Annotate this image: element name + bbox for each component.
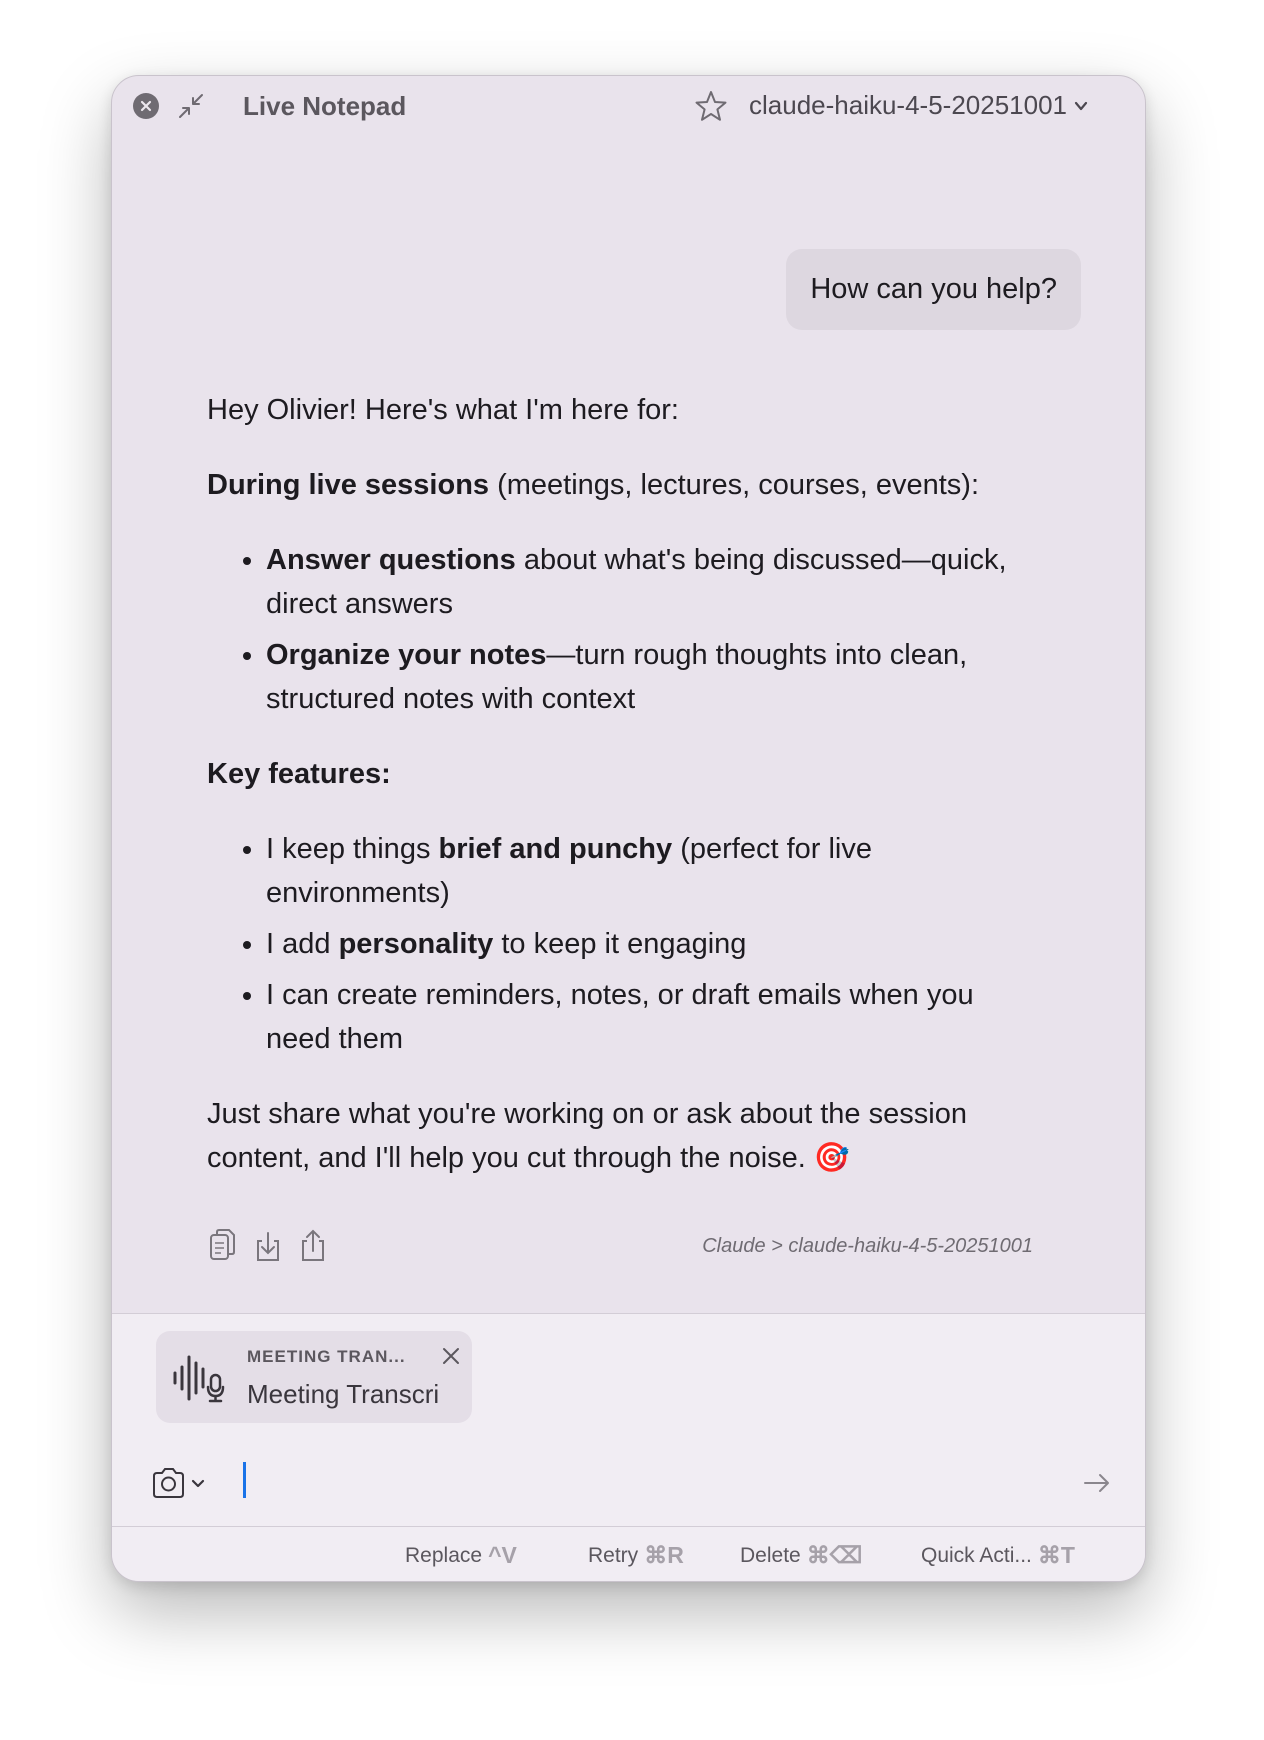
attachment-label: MEETING TRAN... [247, 1347, 406, 1366]
close-icon [139, 99, 153, 113]
user-message: How can you help? [786, 249, 1081, 330]
composer-panel [112, 1313, 1145, 1582]
list-item: • I add personality to keep it engaging [266, 922, 1027, 966]
section-heading: During live sessions (meetings, lectures, courses, events): [207, 469, 980, 501]
chat-area[interactable] [112, 136, 1145, 1386]
attachment-card[interactable] [156, 1331, 472, 1423]
retry-button[interactable]: Retry ⌘R [588, 1542, 684, 1568]
bullet-list [207, 827, 1027, 1061]
collapse-icon[interactable] [176, 91, 206, 121]
audio-transcript-icon [172, 1349, 228, 1405]
closing: Just share what you're working on or ask about the session content, and I'll help you cut through the noise. 🎯 [207, 1098, 967, 1174]
greeting: Hey Olivier! Here's what I'm here for: [207, 394, 679, 426]
text-caret [243, 1462, 246, 1498]
bullet-list [207, 538, 1027, 721]
delete-button[interactable]: Delete ⌘⌫ [740, 1542, 863, 1568]
list-item: • Answer questions about what's being discussed—quick, direct answers [266, 538, 1027, 626]
assistant-message [207, 388, 1027, 1211]
message-input[interactable] [240, 1460, 944, 1506]
section-heading: Key features: [207, 758, 391, 790]
close-button[interactable] [133, 93, 159, 119]
input-row [112, 1454, 1145, 1514]
window-title: Live Notepad [243, 91, 407, 121]
app-window [111, 75, 1146, 1582]
model-attribution: Claude > claude-haiku-4-5-20251001 [702, 1235, 1033, 1257]
download-icon[interactable] [252, 1227, 284, 1265]
remove-attachment-icon[interactable] [438, 1343, 464, 1369]
list-item: • I can create reminders, notes, or draft emails when you need them [266, 973, 1027, 1061]
model-dropdown[interactable] [749, 90, 1089, 121]
model-name: claude-haiku-4-5-20251001 [749, 90, 1068, 120]
message-actions [207, 1227, 1033, 1267]
list-item: • I keep things brief and punchy (perfect for live environments) [266, 827, 1027, 915]
titlebar [112, 76, 1145, 136]
chevron-down-icon [1073, 98, 1089, 114]
camera-icon[interactable] [150, 1466, 214, 1500]
replace-button[interactable]: Replace ^V [405, 1542, 517, 1568]
quick-actions-button[interactable]: Quick Acti... ⌘T [921, 1542, 1075, 1568]
send-arrow-icon[interactable] [1080, 1466, 1114, 1500]
shortcut-bar [112, 1526, 1145, 1582]
star-icon[interactable] [694, 89, 728, 123]
copy-icon[interactable] [207, 1227, 239, 1265]
list-item: • Organize your notes—turn rough thoughts into clean, structured notes with context [266, 633, 1027, 721]
attachment-name: Meeting Transcri [247, 1379, 440, 1409]
share-icon[interactable] [297, 1227, 329, 1265]
